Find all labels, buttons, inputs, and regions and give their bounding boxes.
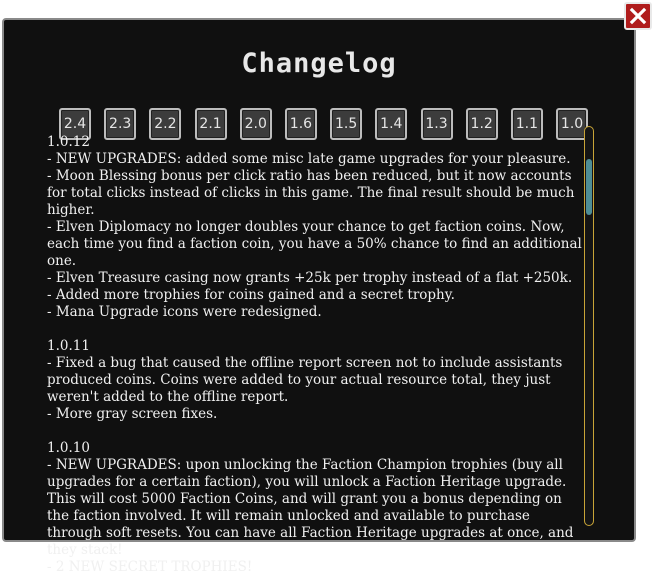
entry-line: - More gray screen fixes. <box>47 406 218 422</box>
version-tab-2-0[interactable]: 2.0 <box>240 108 272 140</box>
changelog-text-area[interactable] <box>47 134 587 575</box>
entry-version: 1.0.12 <box>47 134 90 150</box>
changelog-entry <box>47 338 587 423</box>
close-button[interactable] <box>624 2 652 30</box>
entry-version: 1.0.10 <box>47 440 90 456</box>
entry-line: - Fixed a bug that caused the offline report screen not to include assistants produced coins. Coins were added to your actual resource total, they just weren't added to the offline report. <box>47 355 563 405</box>
version-tab-1-1[interactable]: 1.1 <box>511 108 543 140</box>
version-tab-1-3[interactable]: 1.3 <box>421 108 453 140</box>
version-tab-2-1[interactable]: 2.1 <box>195 108 227 140</box>
changelog-entry <box>47 134 587 321</box>
entry-line: - Moon Blessing bonus per click ratio has been reduced, but it now accounts for total clicks instead of clicks in this game. The final result should be much higher. <box>47 168 575 218</box>
scrollbar-thumb[interactable] <box>586 159 592 215</box>
version-tab-1-2[interactable]: 1.2 <box>466 108 498 140</box>
changelog-entry <box>47 440 587 576</box>
entry-line: - NEW UPGRADES: added some misc late game upgrades for your pleasure. <box>47 151 571 167</box>
entry-line: - Mana Upgrade icons were redesigned. <box>47 304 322 320</box>
version-tab-1-0[interactable]: 1.0 <box>556 108 588 140</box>
version-tab-2-2[interactable]: 2.2 <box>149 108 181 140</box>
version-tab-2-4[interactable]: 2.4 <box>59 108 91 140</box>
entry-version: 1.0.11 <box>47 338 90 354</box>
entry-line: - NEW UPGRADES: upon unlocking the Faction Champion trophies (buy all upgrades for a certain faction), you will unlock a Faction Heritage upgrade. This will cost 5000 Faction Coins, and will grant you a bonus depending on the faction involved. It will remain unlocked and available to purchase through soft resets. You can have all Faction Heritage upgrades at once, and they stack! <box>47 457 574 558</box>
version-tab-1-4[interactable]: 1.4 <box>375 108 407 140</box>
dialog-title: Changelog <box>241 48 397 79</box>
close-x-icon <box>630 8 646 24</box>
version-tab-1-5[interactable]: 1.5 <box>330 108 362 140</box>
entry-line: - 2 NEW SECRET TROPHIES! <box>47 559 253 575</box>
vertical-scrollbar[interactable] <box>584 126 594 526</box>
version-tab-2-3[interactable]: 2.3 <box>104 108 136 140</box>
entry-line: - Elven Diplomacy no longer doubles your chance to get faction coins. Now, each time you find a faction coin, you have a 50% chance to find an additional one. <box>47 219 582 269</box>
version-tab-1-6[interactable]: 1.6 <box>285 108 317 140</box>
entry-line: - Elven Treasure casing now grants +25k per trophy instead of a flat +250k. <box>47 270 573 286</box>
entry-line: - Added more trophies for coins gained and a secret trophy. <box>47 287 455 303</box>
